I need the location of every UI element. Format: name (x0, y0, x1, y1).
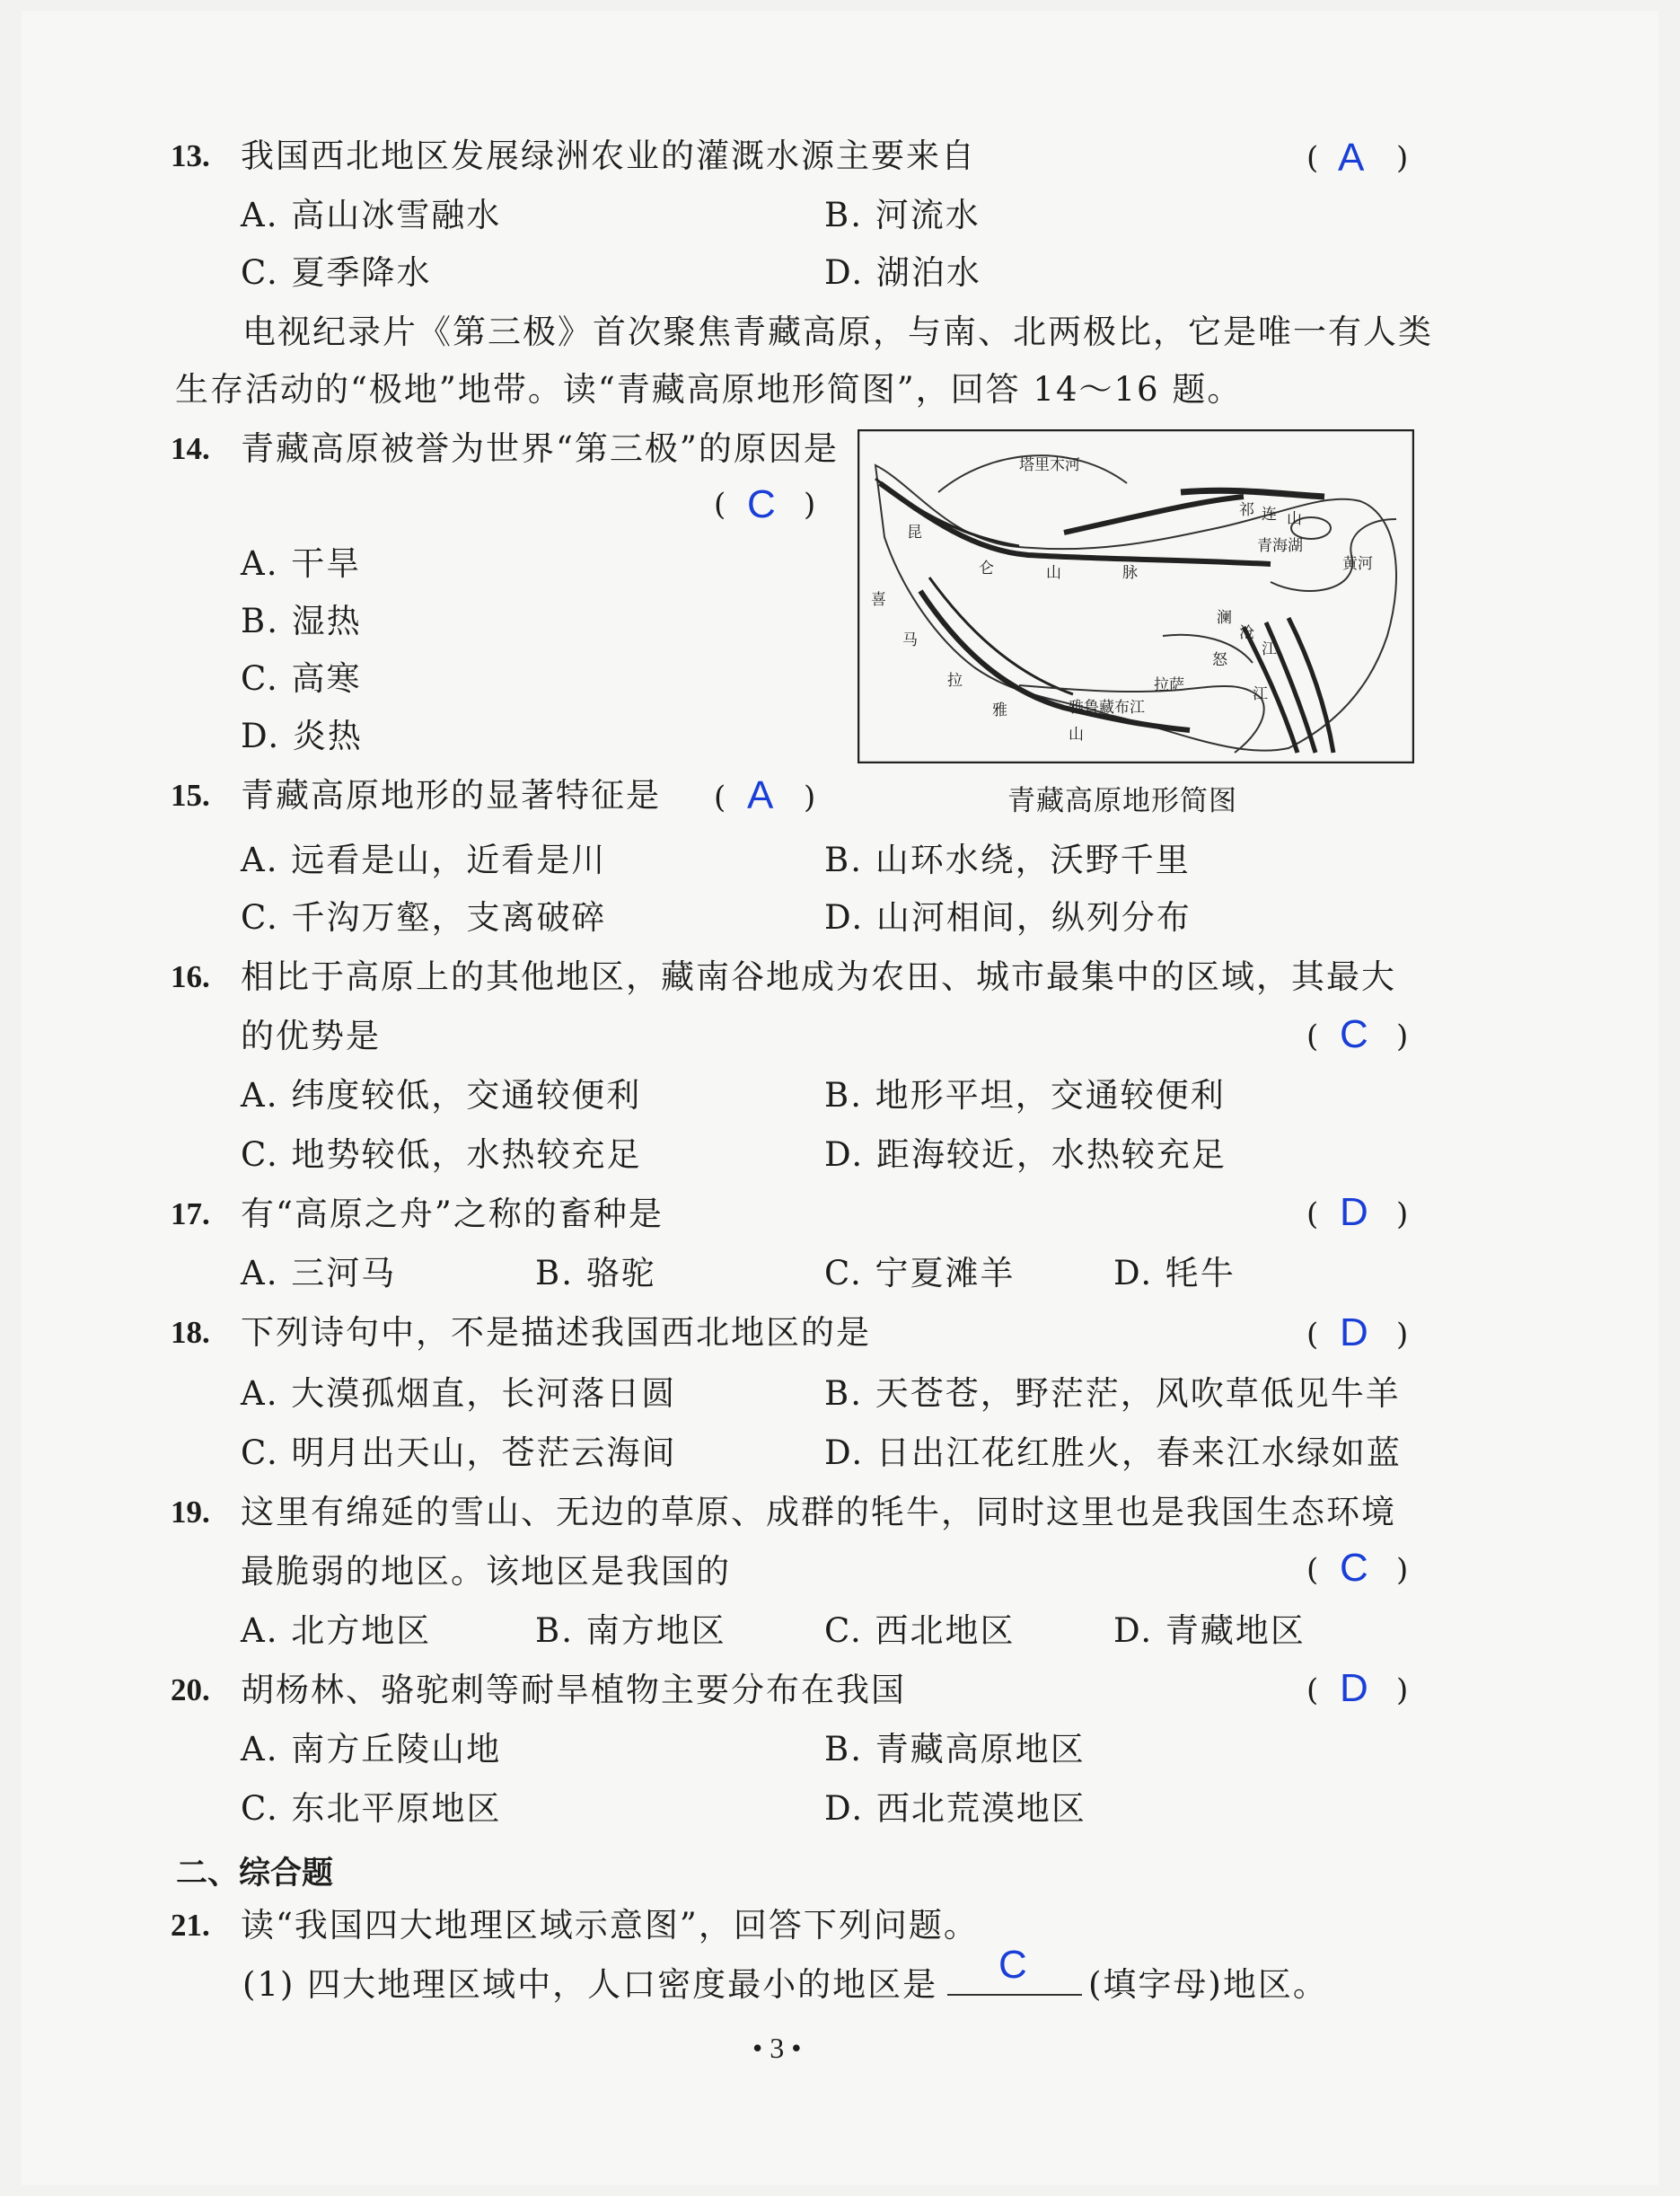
himalaya-mountains (920, 591, 1190, 730)
q13-stem: 我国西北地区发展绿洲农业的灌溉水源主要来自 (241, 137, 976, 175)
label-lhasa: 拉萨 (1154, 676, 1184, 694)
label-jiang-1: 江 (1262, 640, 1277, 658)
q16-answer: C (1340, 1012, 1368, 1056)
q17-stem: 有“高原之舟”之称的畜种是 (241, 1195, 664, 1233)
q13-option-a: A. 高山冰雪融水 (241, 196, 502, 234)
q16-number: 16. (171, 959, 210, 994)
q16-stem-line-2: 的优势是 (241, 1017, 381, 1055)
q18-option-c: C. 明月出天山，苍茫云海间 (241, 1433, 677, 1472)
q20-paren-open: ( (1306, 1672, 1319, 1708)
label-shan: 山 (1046, 564, 1061, 582)
label-cang: 沧 (1239, 624, 1254, 642)
q20-option-b: B. 青藏高原地区 (824, 1730, 1086, 1768)
q19-option-c: C. 西北地区 (824, 1611, 1016, 1650)
q18-option-a: A. 大漠孤烟直，长河落日圆 (241, 1374, 677, 1413)
q16-option-b: B. 地形平坦，交通较便利 (824, 1076, 1226, 1115)
q16-option-c: C. 地势较低，水热较充足 (241, 1135, 642, 1174)
q17-option-d: D. 牦牛 (1113, 1254, 1236, 1292)
passage-line-1: 电视纪录片《第三极》首次聚焦青藏高原，与南、北两极比，它是唯一有人类 (242, 313, 1433, 351)
q14-option-a: A. 干旱 (241, 544, 362, 583)
label-qilian-2: 连 (1262, 506, 1277, 524)
q16-option-d: D. 距海较近，水热较充足 (824, 1135, 1227, 1174)
q13-number: 13. (171, 138, 210, 173)
q19-option-b: B. 南方地区 (535, 1611, 726, 1650)
q18-answer: D (1340, 1310, 1368, 1354)
q17-number: 17. (171, 1196, 210, 1231)
q15-option-c: C. 千沟万壑，支离破碎 (241, 898, 607, 937)
label-huanghe: 黄河 (1342, 555, 1373, 573)
page-number: • 3 • (752, 2032, 802, 2064)
q14-option-c: C. 高寒 (241, 659, 362, 698)
q19-stem-line-2: 最脆弱的地区。该地区是我国的 (241, 1552, 731, 1591)
q14-answer: C (747, 482, 776, 526)
q17-option-c: C. 宁夏滩羊 (824, 1254, 1016, 1292)
label-lun: 仑 (979, 560, 994, 578)
q21-sub1-answer: C (998, 1943, 1027, 1987)
kunlun-west (875, 479, 1019, 546)
label-kun: 昆 (907, 524, 922, 542)
q20-number: 20. (171, 1672, 210, 1707)
q14-stem: 青藏高原被誉为世界“第三极”的原因是 (241, 429, 839, 468)
q19-paren-open: ( (1306, 1552, 1319, 1588)
q20-option-a: A. 南方丘陵山地 (241, 1730, 502, 1768)
q19-answer: C (1340, 1546, 1368, 1590)
q14-option-d: D. 炎热 (241, 717, 363, 755)
yarlung-river (1019, 685, 1264, 753)
q13-paren-close: ) (1396, 140, 1409, 176)
label-yarlung: 雅鲁藏布江 (1069, 699, 1145, 717)
q18-stem: 下列诗句中，不是描述我国西北地区的是 (241, 1313, 871, 1352)
q15-paren-open: ( (714, 780, 726, 816)
q17-option-a: A. 三河马 (241, 1254, 397, 1292)
yellow-river (1271, 519, 1396, 591)
q15-option-d: D. 山河相间，纵列分布 (824, 898, 1192, 937)
label-ya: 雅 (992, 701, 1007, 719)
q21-sub1-suffix: (填字母)地区。 (1088, 1965, 1328, 2004)
q18-option-d: D. 日出江花红胜火，春来江水绿如蓝 (824, 1433, 1402, 1472)
tibet-plateau-map (858, 429, 1414, 763)
section-2-title: 二、综合题 (176, 1856, 334, 1892)
q14-number: 14. (171, 431, 210, 466)
q15-option-b: B. 山环水绕，沃野千里 (824, 841, 1191, 879)
q13-option-c: C. 夏季降水 (241, 253, 432, 292)
q19-stem-line-1: 这里有绵延的雪山、无边的草原、成群的牦牛，同时这里也是我国生态环境 (241, 1493, 1396, 1531)
q20-stem: 胡杨林、骆驼刺等耐旱植物主要分布在我国 (241, 1671, 906, 1709)
map-caption: 青藏高原地形简图 (1007, 785, 1237, 817)
q20-option-c: C. 东北平原地区 (241, 1789, 502, 1828)
q20-answer: D (1340, 1666, 1368, 1710)
label-nu: 怒 (1212, 651, 1227, 669)
q21-stem: 读“我国四大地理区域示意图”，回答下列问题。 (241, 1906, 979, 1945)
q19-option-a: A. 北方地区 (241, 1611, 432, 1650)
qilian-east (1181, 490, 1324, 497)
q13-answer: A (1338, 136, 1365, 180)
q17-paren-close: ) (1396, 1196, 1409, 1232)
q15-paren-close: ) (804, 780, 816, 816)
label-jiang-2: 江 (1253, 685, 1268, 703)
q18-paren-close: ) (1396, 1317, 1409, 1353)
label-qilian-3: 山 (1287, 510, 1302, 528)
q16-paren-open: ( (1306, 1019, 1319, 1054)
passage-line-2: 生存活动的“极地”地带。读“青藏高原地形简图”，回答 14～16 题。 (175, 370, 1243, 409)
q16-paren-close: ) (1396, 1019, 1409, 1054)
label-tarim: 塔里木河 (1019, 456, 1080, 474)
q15-answer: A (747, 773, 774, 817)
label-la: 拉 (947, 672, 963, 690)
q17-option-b: B. 骆驼 (535, 1254, 656, 1292)
label-ma: 马 (902, 631, 918, 649)
q15-option-a: A. 远看是山，近看是川 (241, 841, 607, 879)
q19-option-d: D. 青藏地区 (1113, 1611, 1306, 1650)
q17-paren-open: ( (1306, 1196, 1319, 1232)
q13-option-b: B. 河流水 (824, 196, 981, 234)
q19-paren-close: ) (1396, 1552, 1409, 1588)
q15-number: 15. (171, 778, 210, 813)
kunlun-mountains (880, 483, 1271, 564)
label-xi: 喜 (871, 591, 886, 609)
q16-stem-line-1: 相比于高原上的其他地区，藏南谷地成为农田、城市最集中的区域，其最大 (241, 957, 1396, 996)
q20-option-d: D. 西北荒漠地区 (824, 1789, 1086, 1828)
q18-option-b: B. 天苍苍，野茫茫，风吹草低见牛羊 (824, 1374, 1401, 1413)
q18-number: 18. (171, 1315, 210, 1350)
q13-paren-open: ( (1306, 140, 1319, 176)
q16-option-a: A. 纬度较低，交通较便利 (241, 1076, 642, 1115)
label-lan: 澜 (1217, 609, 1232, 627)
label-qilian-1: 祁 (1239, 501, 1254, 519)
label-mai: 脉 (1122, 564, 1138, 582)
q14-paren-open: ( (714, 487, 726, 523)
q15-stem: 青藏高原地形的显著特征是 (241, 776, 661, 815)
q14-option-b: B. 湿热 (241, 602, 362, 640)
q21-number: 21. (171, 1908, 210, 1943)
label-shan2: 山 (1069, 726, 1084, 744)
q21-sub1-text: (1) 四大地理区域中，人口密度最小的地区是 (242, 1965, 938, 2004)
q20-paren-close: ) (1396, 1672, 1409, 1708)
label-qinghai: 青海湖 (1257, 537, 1303, 555)
q18-paren-open: ( (1306, 1317, 1319, 1353)
q13-option-d: D. 湖泊水 (824, 253, 981, 292)
q19-number: 19. (171, 1495, 210, 1530)
q17-answer: D (1340, 1190, 1368, 1234)
q14-paren-close: ) (804, 487, 816, 523)
